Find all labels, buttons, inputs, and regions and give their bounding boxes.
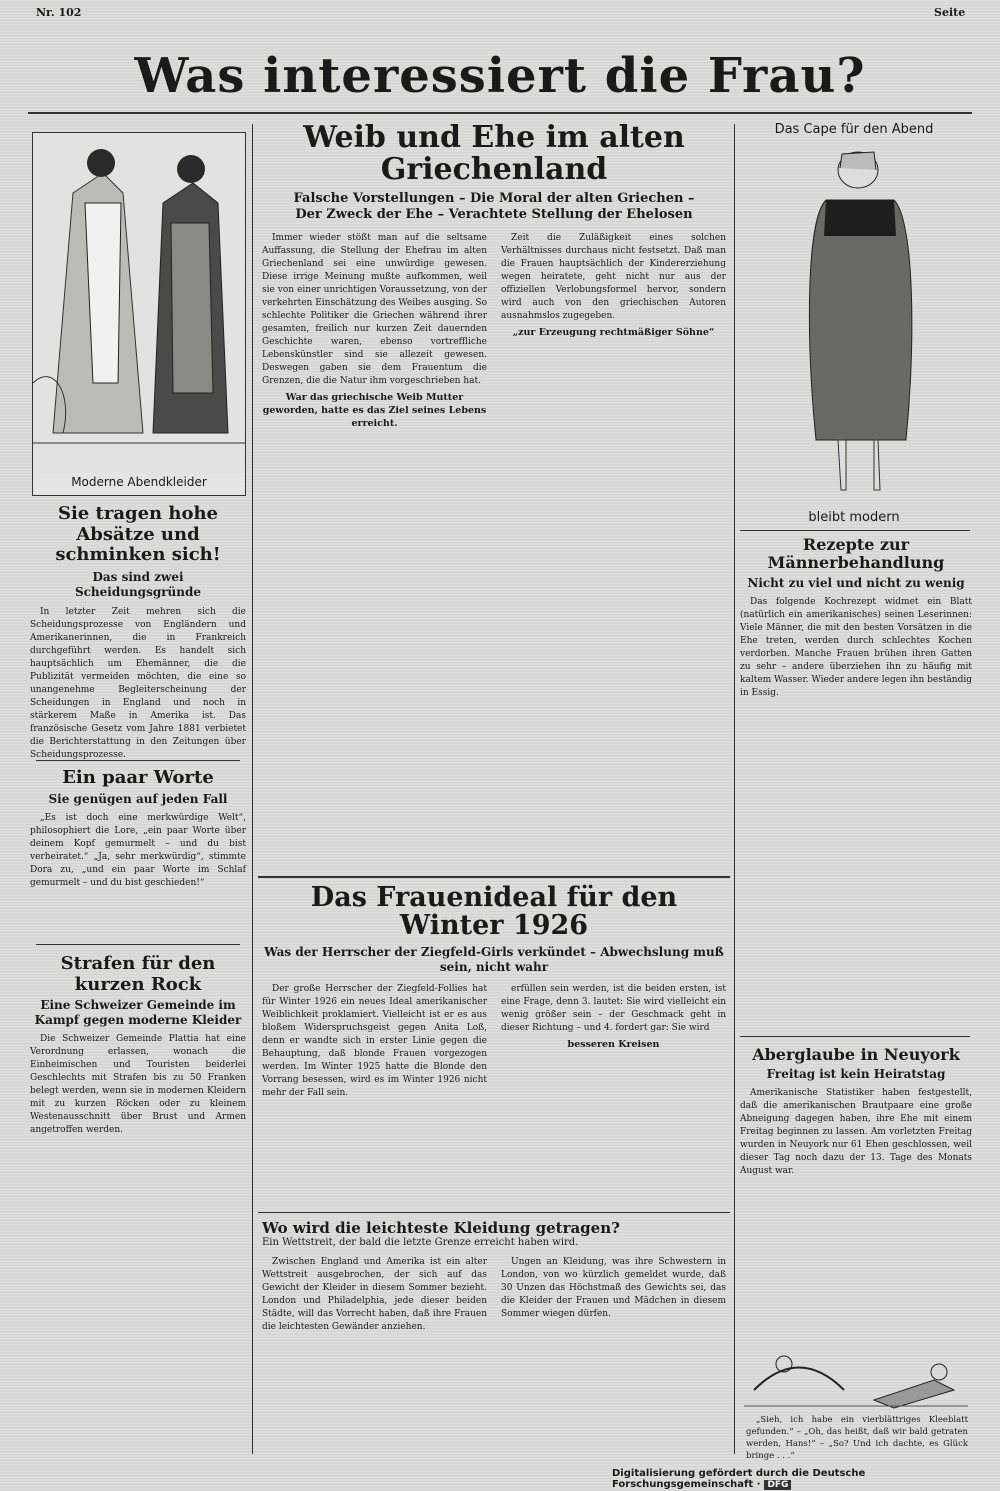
aberglaube-body [740, 1087, 972, 1178]
leicht-col1-text: Zwischen England und Amerika ist ein alter Wettstreit ausgebrochen, der sich auf das Gewicht der Kleider in diesem Sommer bezieht. London und Philadelphia, jede dieser beiden Städte, will das Vorrecht haben, daß ihre Frauen die leichtesten Gewänder anziehen. [262, 1256, 487, 1332]
greece-col2-subhead: „zur Erzeugung rechtmäßiger Söhne“ [512, 326, 715, 338]
column-rule [252, 124, 253, 1454]
issue-number: Nr. 102 [36, 6, 82, 19]
greece-col2 [501, 232, 726, 433]
article-greece [262, 122, 726, 433]
worte-body [30, 812, 246, 890]
masthead: Was interessiert die Frau? [134, 48, 866, 104]
cape-illustration [746, 140, 964, 516]
cartoon-illustration [744, 1320, 968, 1410]
article-heels [30, 504, 246, 762]
heels-body-text: In letzter Zeit mehren sich die Scheidungsprozesse von Engländern und Amerikanerinnen, die in Frankreich durchgeführt werden. Es handelt sich hauptsächlich um Ehemänner, die die Publizität vermeiden möchten, die eine so unangenehme Begleiterscheinung der Scheidungen in England und noch in stärkerem Maße in Amerika ist. Das französische Gesetz vom Jahre 1881 verbietet die Berichterstattung in den Zeitungen über Scheidungsprozesse. [30, 607, 246, 761]
article-worte [30, 768, 246, 890]
heels-title: Sie tragen hohe Absätze und schminken sich! [55, 503, 221, 566]
column-rule [734, 124, 735, 1454]
cartoon-drawing [744, 1320, 968, 1410]
greece-col2-text: Zeit die Zuläßigkeit eines solchen Verhältnisses durchaus nicht festsetzt. Daß man die Frauen hauptsächlich der Kindererziehung wegen heiratete, geht nicht nur aus der offiziellen Verlobungsformel hervor, sondern wird auch von den griechischen Autoren ausnahmslos zugegeben. [501, 232, 726, 321]
rock-body [30, 1033, 246, 1137]
divider [36, 944, 240, 945]
greece-col1 [262, 232, 487, 433]
leicht-col2 [501, 1256, 726, 1334]
heels-body [30, 606, 246, 762]
divider [740, 1036, 970, 1037]
aberglaube-subtitle: Freitag ist kein Heiratstag [766, 1067, 946, 1082]
leicht-subtitle: Ein Wettstreit, der bald die letzte Grenze erreicht haben wird. [262, 1237, 579, 1249]
greece-title: Weib und Ehe im alten Griechenland [303, 120, 685, 187]
leicht-col1 [262, 1256, 487, 1334]
cartoon-caption [746, 1414, 968, 1462]
article-leicht [262, 1220, 726, 1334]
rezepte-body [740, 596, 972, 700]
article-rezepte [740, 536, 972, 700]
worte-title: Ein paar Worte [62, 767, 214, 788]
cape-caption: Das Cape für den Abend [774, 122, 934, 137]
winter-col2-text: erfüllen sein werden, ist die beiden ersten, ist eine Frage, denn 3. lautet: Sie wird vielleicht ein wenig größer sein – der Geschmack geht in dieser Richtung – und 4. fordert gar: Sie wird [501, 983, 726, 1033]
divider [36, 760, 240, 761]
dresses-drawing [33, 133, 245, 473]
leicht-col2-text: Ungen an Kleidung, was ihre Schwestern in London, von wo kürzlich gemeldet wurde, daß 30 Unzen das Höchstmaß des Gewichts sei, das die Kleider der Frauen und Mädchen in diesem Sommer wiegen dürfen. [501, 1256, 726, 1319]
heels-subtitle: Das sind zwei Scheidungsgründe [74, 570, 202, 600]
evening-dresses-illustration [32, 132, 246, 496]
leicht-title: Wo wird die leichteste Kleidung getragen? [262, 1219, 620, 1237]
greece-subtitle: Falsche Vorstellungen – Die Moral der alten Griechen – Der Zweck der Ehe – Verachtete Stellung der Ehelosen [293, 191, 695, 223]
divider [740, 530, 970, 531]
digitization-credit [612, 1468, 1000, 1490]
worte-subtitle: Sie genügen auf jeden Fall [48, 791, 228, 806]
dfg-logo: DFG [764, 1480, 791, 1490]
winter-subtitle: Was der Herrscher der Ziegfeld-Girls verkündet – Abwechslung muß sein, nicht wahr [264, 944, 724, 974]
winter-title: Das Frauenideal für den Winter 1926 [310, 882, 678, 942]
page-label: Seite [934, 6, 966, 19]
section-rule [258, 1212, 730, 1213]
aberglaube-title: Aberglaube in Neuyork [752, 1045, 960, 1064]
cape-caption-bottom: bleibt modern [808, 510, 900, 525]
aberglaube-body-text: Amerikanische Statistiker haben festgestellt, daß die amerikanischen Brautpaare eine große Abneigung dagegen haben, ihre Ehe mit einem Freitag beginnen zu lassen. Am vorletzten Freitag wurden in Neuyork nur 61 Ehen geschlossen, weil dieser Tag noch dazu der 13. Tage des Monats August war. [740, 1088, 972, 1177]
masthead-rule [28, 112, 972, 114]
credit-text: Digitalisierung gefördert durch die Deutsche Forschungsgemeinschaft · [612, 1468, 866, 1490]
rezepte-title: Rezepte zur Männerbehandlung [767, 535, 945, 573]
section-rule [258, 876, 730, 878]
rock-subtitle: Eine Schweizer Gemeinde im Kampf gegen moderne Kleider [34, 998, 242, 1028]
cape-drawing [746, 140, 964, 516]
rock-title: Strafen für den kurzen Rock [60, 953, 216, 995]
winter-col1 [262, 983, 487, 1100]
article-aberglaube [740, 1046, 972, 1178]
rezepte-body-text: Das folgende Kochrezept widmet ein Blatt (natürlich ein amerikanisches) seinen Leserinnen: Viele Männer, die mit den besten Vorsätzen in die Ehe treten, werden durch schlechtes Kochen verdorben. Manche Frauen brühen ihren Gatten zu sehr – andere überziehen ihn zu häufig mit kaltem Wasser. Wieder andere legen ihn beständig in Essig. [740, 596, 972, 698]
rezepte-subtitle: Nicht zu viel und nicht zu wenig [747, 575, 965, 590]
rock-body-text: Die Schweizer Gemeinde Plattia hat eine Verordnung erlassen, wonach die Einheimischen und Touristen beiderlei Geschlechts mit Strafen bis zu 50 Franken belegt werden, wenn sie in modernen Kleidern mit zu kurzen Röcken oder zu kleinem Westenausschnitt über Brust und Armen angetroffen werden. [30, 1034, 246, 1136]
article-winter [262, 884, 726, 1100]
worte-body-text: „Es ist doch eine merkwürdige Welt“, philosophiert die Lore, „ein paar Worte über deinem Kopf gemurmelt – und du bist verheiratet.“ „Ja, sehr merkwürdig“, stimmte Dora zu, „und ein paar Worte im Schlaf gemurmelt – und du bist geschieden!“ [30, 812, 246, 888]
winter-col2-subhead: besseren Kreisen [567, 1038, 660, 1050]
article-rock [30, 954, 246, 1137]
cartoon-caption-text: „Sieh, ich habe ein vierblättriges Kleeblatt gefunden.“ – „Oh, das heißt, daß wir bald getraten werden, Hans!“ – „So? Und ich dachte, es Glück bringe . . .“ [746, 1415, 968, 1461]
greece-col1-subhead: War das griechische Weib Mutter geworden, hatte es das Ziel seines Lebens erreicht. [262, 391, 487, 429]
winter-col2 [501, 983, 726, 1100]
greece-col1-text: Immer wieder stößt man auf die seltsame Auffassung, die Stellung der Ehefrau im alten Griechenland sei eine unwürdige gewesen. Diese irrige Meinung mußte aufkommen, weil sie von einer unrichtigen Voraussetzung, von der verkehrten Einschätzung des Weibes ausging. So schlechte Politiker die Griechen während ihrer gesamten, freilich nur kurzen Zeit dauernden Geschichte waren, ebenso vortreffliche Lebenskünstler sind sie allezeit gewesen. Deswegen gaben sie dem Frauentum die Grenzen, die die Natur ihm vorgeschrieben hat. [262, 232, 487, 386]
winter-col1-text: Der große Herrscher der Ziegfeld-Follies hat für Winter 1926 ein neues Ideal amerikanischer Weiblichkeit proklamiert. Vielleicht ist er es aus bloßem Widerspruchsgeist gegen Anita Loß, denn er wandte sich in erster Linie gegen die Behauptung, daß blonde Frauen vorgezogen werden. Im Winter 1925 hatte die Blonde den Vorrang besessen, wird es im Winter 1926 nicht mehr der Fall sein. [262, 983, 487, 1098]
left-illustration-caption: Moderne Abendkleider [71, 475, 207, 489]
